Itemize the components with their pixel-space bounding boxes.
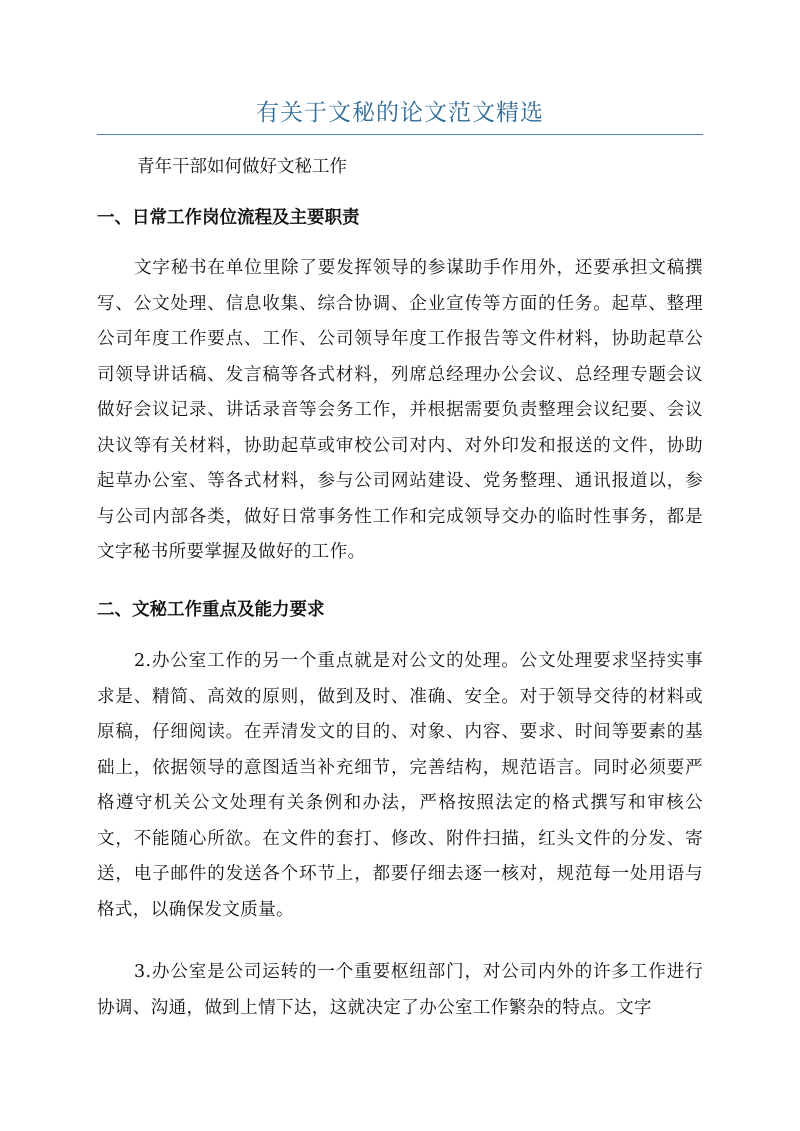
- section-heading-1: 一、日常工作岗位流程及主要职责: [97, 208, 360, 228]
- section-2-paragraph-2: 3.办公室是公司运转的一个重要枢纽部门，对公司内外的许多工作进行协调、沟通，做到上情下达，这就决定了办公室工作繁杂的特点。文字: [97, 962, 703, 1018]
- title-divider: [97, 134, 703, 135]
- section-1-paragraph: 文字秘书在单位里除了要发挥领导的参谋助手作用外，还要承担文稿撰写、公文处理、信息收集、综合协调、企业宣传等方面的任务。起草、整理公司年度工作要点、工作、公司领导年度工作报告等文件材料，协助起草公司领导讲话稿、发言稿等各式材料，列席总经理办公会议、总经理专题会议做好会议记录、讲话录音等会务工作，并根据需要负责整理会议纪要、会议决议等有关材料，协助起草或审校公司对内、对外印发和报送的文件，协助起草办公室、等各式材料，参与公司网站建设、党务整理、通讯报道以，参与公司内部各类，做好日常事务性工作和完成领导交办的临时性事务，都是文字秘书所要掌握及做好的工作。: [97, 258, 703, 562]
- document-subtitle: 青年干部如何做好文秘工作: [137, 157, 347, 177]
- section-heading-2: 二、文秘工作重点及能力要求: [97, 600, 325, 620]
- document-title: 有关于文秘的论文范文精选: [256, 100, 544, 126]
- section-2-paragraph-1: 2.办公室工作的另一个重点就是对公文的处理。公文处理要求坚持实事求是、精简、高效的原则，做到及时、准确、安全。对于领导交待的材料或原稿，仔细阅读。在弄清发文的目的、对象、内容、要求、时间等要素的基础上，依据领导的意图适当补充细节，完善结构，规范语言。同时必须要严格遵守机关公文处理有关条例和办法，严格按照法定的格式撰写和审核公文，不能随心所欲。在文件的套打、修改、附件扫描，红头文件的分发、寄送，电子邮件的发送各个环节上，都要仔细去逐一核对，规范每一处用语与格式，以确保发文质量。: [97, 651, 703, 920]
